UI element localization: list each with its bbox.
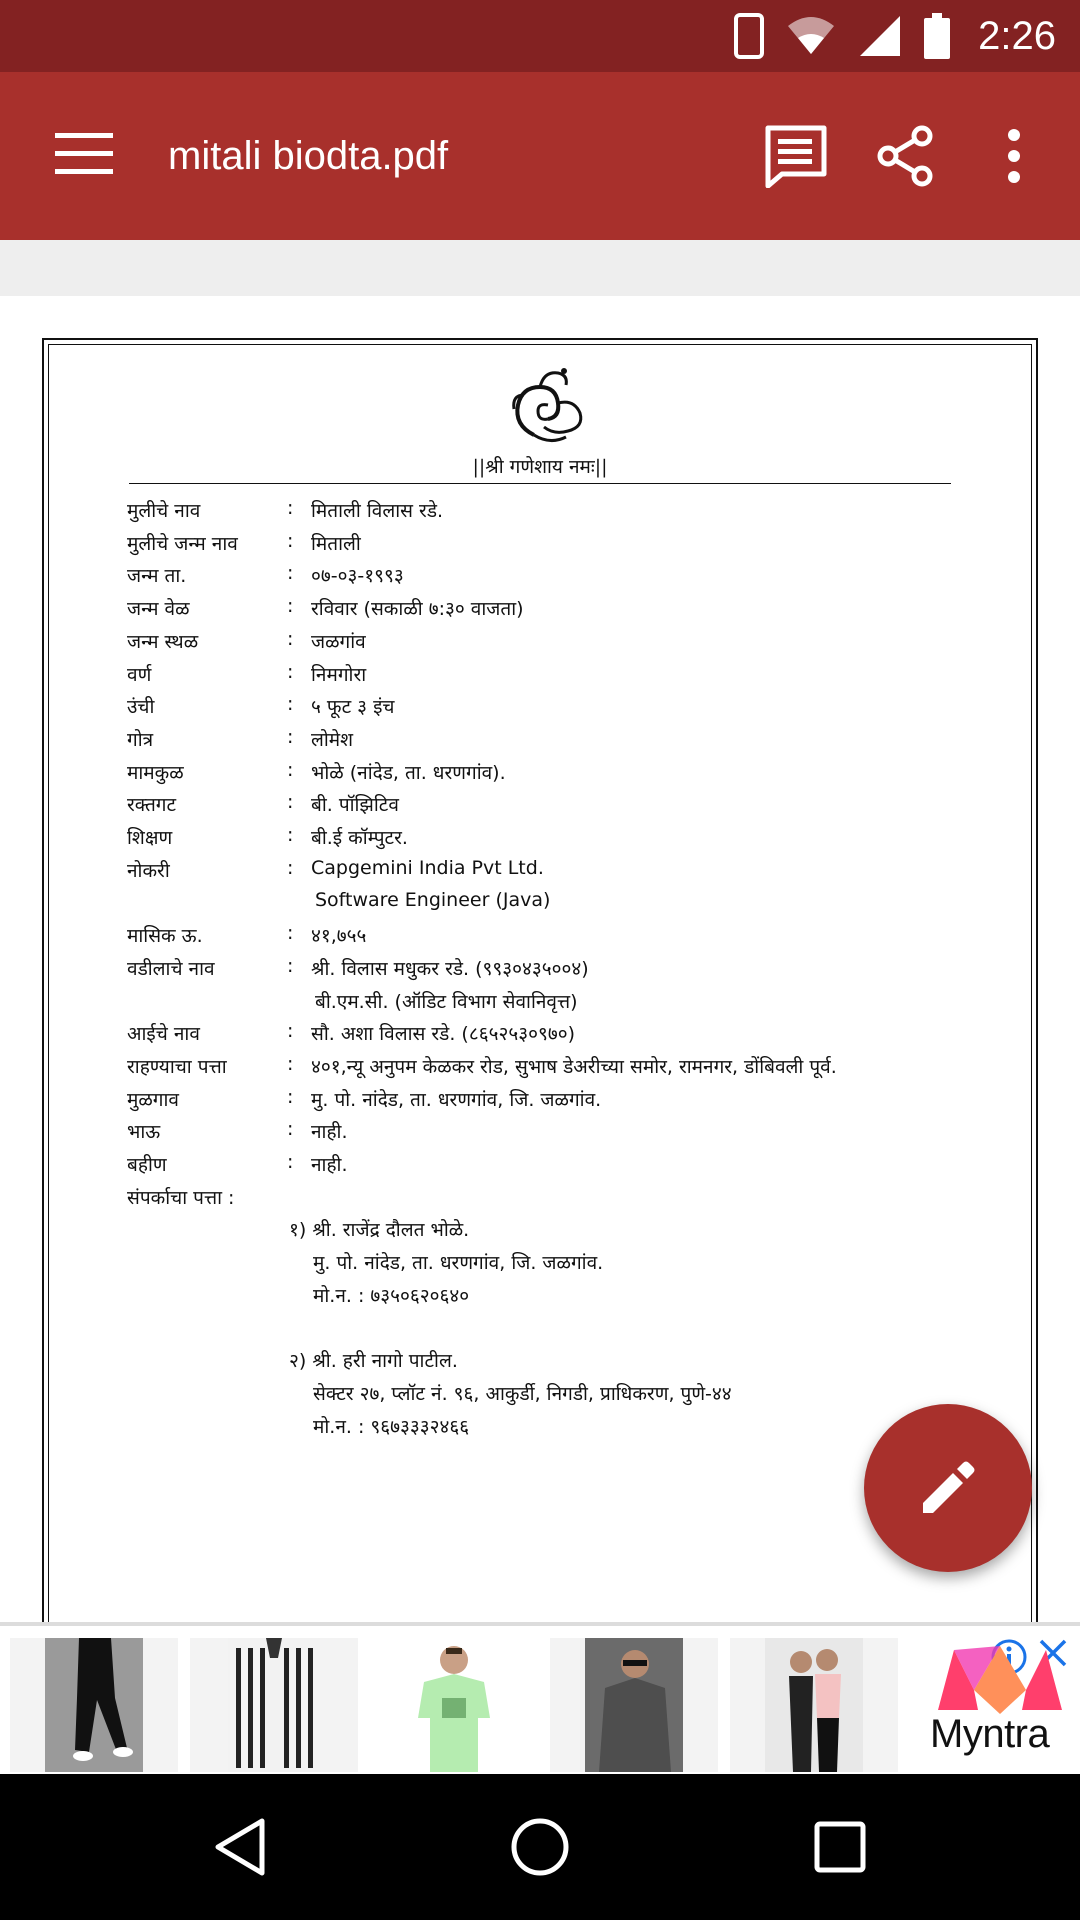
comments-button[interactable] (752, 112, 840, 200)
ad-product-joggers[interactable] (10, 1638, 178, 1772)
nav-back-button[interactable] (200, 1807, 280, 1887)
system-navigation-bar (0, 1774, 1080, 1920)
field-value: नाही. (311, 1154, 348, 1176)
status-icons (734, 0, 1056, 72)
field-value: ४०१,न्यू अनुपम केळकर रोड, सुभाष डेअरीच्या समोर, रामनगर, डोंबिवली पूर्व. (311, 1055, 837, 1078)
field-label: रक्तगट (127, 794, 177, 817)
ganesha-logo-icon (504, 365, 594, 447)
status-time: 2:26 (978, 13, 1056, 58)
toolbar-shadow-strip (0, 240, 1080, 296)
page-inner-border (48, 344, 1032, 1622)
menu-button[interactable] (38, 108, 130, 200)
battery-icon (924, 13, 950, 59)
field-value: Capgemini India Pvt Ltd. (311, 856, 544, 879)
signal-icon (858, 14, 902, 58)
field-label: बहीण (127, 1154, 167, 1176)
field-colon: : (287, 1085, 294, 1108)
grey-shirt-product-image (585, 1638, 683, 1772)
field-label: जन्म वेळ (127, 598, 190, 621)
field-value-continued: Software Engineer (Java) (315, 889, 551, 912)
hamburger-menu-icon (55, 133, 113, 175)
field-colon: : (287, 758, 294, 781)
field-colon: : (287, 725, 294, 748)
edit-fab-button[interactable] (864, 1404, 1032, 1572)
field-label: मामकुळ (127, 761, 184, 784)
contact-address: सेक्टर २७, प्लॉट नं. ९६, आकुर्डी, निगडी, प्राधिकरण, पुणे-४४ (313, 1382, 732, 1405)
couple-outfit-product-image (765, 1638, 863, 1772)
field-label: वर्ण (127, 663, 152, 686)
field-colon: : (287, 791, 294, 814)
field-value: लोमेश (311, 728, 354, 751)
field-colon: : (287, 693, 294, 716)
field-label: उंची (127, 696, 155, 719)
field-colon: : (287, 529, 294, 552)
contact-name: १) श्री. राजेंद्र दौलत भोळे. (289, 1219, 470, 1242)
joggers-product-image (45, 1638, 143, 1772)
field-label: नोकरी (127, 859, 170, 882)
field-value: मिताली (311, 532, 361, 555)
field-value-continued: बी.एम.सी. (ऑडिट विभाग सेवानिवृत्त) (315, 990, 578, 1013)
field-value: ०७-०३-१९९३ (311, 565, 404, 588)
field-value: नाही. (311, 1121, 348, 1144)
field-colon: : (287, 856, 294, 879)
share-icon (876, 124, 936, 188)
green-tshirt-product-image (370, 1638, 538, 1772)
wifi-icon (786, 16, 836, 56)
home-icon (510, 1817, 570, 1877)
field-value: निमगोरा (311, 663, 367, 686)
field-label: मुळगाव (127, 1088, 179, 1111)
field-colon: : (287, 595, 294, 618)
ad-product-denim-shirt[interactable] (550, 1638, 718, 1772)
field-value: रविवार (सकाळी ७:३० वाजता) (311, 598, 524, 621)
field-colon: : (287, 497, 294, 519)
field-colon: : (287, 627, 294, 650)
field-value: बी. पॉझिटिव (311, 794, 399, 817)
field-colon: : (287, 1118, 294, 1141)
back-icon (212, 1817, 268, 1877)
ad-product-tshirt[interactable] (370, 1638, 538, 1772)
field-value: मिताली विलास रडे. (311, 500, 444, 522)
field-label: भाऊ (127, 1121, 161, 1144)
contact-name: २) श्री. हरी नागो पाटील. (289, 1350, 458, 1373)
field-value: श्री. विलास मधुकर रडे. (९९३०४३५००४) (311, 957, 589, 980)
field-colon: : (287, 562, 294, 585)
field-label: मुलीचे जन्म नाव (127, 532, 238, 555)
field-value: ४१,७५५ (311, 925, 367, 948)
myntra-logo-icon (934, 1640, 1066, 1714)
field-colon: : (287, 954, 294, 977)
field-colon: : (287, 824, 294, 846)
ad-product-shirt[interactable] (190, 1638, 358, 1772)
status-bar (0, 0, 1080, 72)
header-divider (129, 483, 951, 484)
field-label: मासिक ऊ. (127, 925, 203, 948)
edit-pencil-icon (919, 1459, 977, 1517)
contact-phone: मो.न. : ७३५०६२०६४० (313, 1284, 470, 1307)
field-value: बी.ई कॉम्पुटर. (311, 827, 408, 849)
field-label: आईचे नाव (127, 1023, 200, 1046)
more-vert-icon (1006, 128, 1022, 184)
invocation-text: ||श्री गणेशाय नमः|| (472, 456, 608, 478)
field-value: ५ फूट ३ इंच (311, 696, 395, 719)
contact-address: मु. पो. नांदेड, ता. धरणगांव, जि. जळगांव. (313, 1252, 604, 1275)
ad-brand-name: Myntra (930, 1712, 1050, 1756)
recents-icon (814, 1821, 866, 1873)
more-options-button[interactable] (970, 112, 1058, 200)
field-label: शिक्षण (127, 827, 173, 849)
field-value: सौ. अशा विलास रडे. (८६५२५३०९७०) (311, 1023, 576, 1046)
field-colon: : (287, 1151, 294, 1173)
field-colon: : (287, 660, 294, 683)
contact-phone: मो.न. : ९६७३३३२४६६ (313, 1415, 470, 1438)
field-label: वडीलाचे नाव (127, 957, 215, 980)
contact-section-label: संपर्काचा पत्ता : (127, 1186, 235, 1209)
nav-recents-button[interactable] (800, 1807, 880, 1887)
field-value: जळगांव (311, 630, 366, 653)
field-label: जन्म ता. (127, 565, 187, 588)
field-label: जन्म स्थळ (127, 630, 199, 653)
field-label: राहण्याचा पत्ता (127, 1055, 227, 1078)
field-colon: : (287, 1020, 294, 1043)
share-button[interactable] (862, 112, 950, 200)
field-colon: : (287, 922, 294, 945)
phone-icon (734, 13, 764, 59)
striped-shirt-product-image (228, 1638, 320, 1772)
document-title: mitali biodta.pdf (168, 134, 449, 178)
field-colon: : (287, 1052, 294, 1075)
field-value: मु. पो. नांदेड, ता. धरणगांव, जि. जळगांव. (311, 1088, 602, 1111)
ad-banner[interactable] (0, 1622, 1080, 1774)
nav-home-button[interactable] (500, 1807, 580, 1887)
field-value: भोळे (नांदेड, ता. धरणगांव). (311, 761, 506, 784)
ad-product-couple[interactable] (730, 1638, 898, 1772)
field-label: गोत्र (127, 728, 154, 751)
app-bar (0, 72, 1080, 240)
field-label: मुलीचे नाव (127, 500, 201, 522)
comments-icon (764, 124, 828, 188)
